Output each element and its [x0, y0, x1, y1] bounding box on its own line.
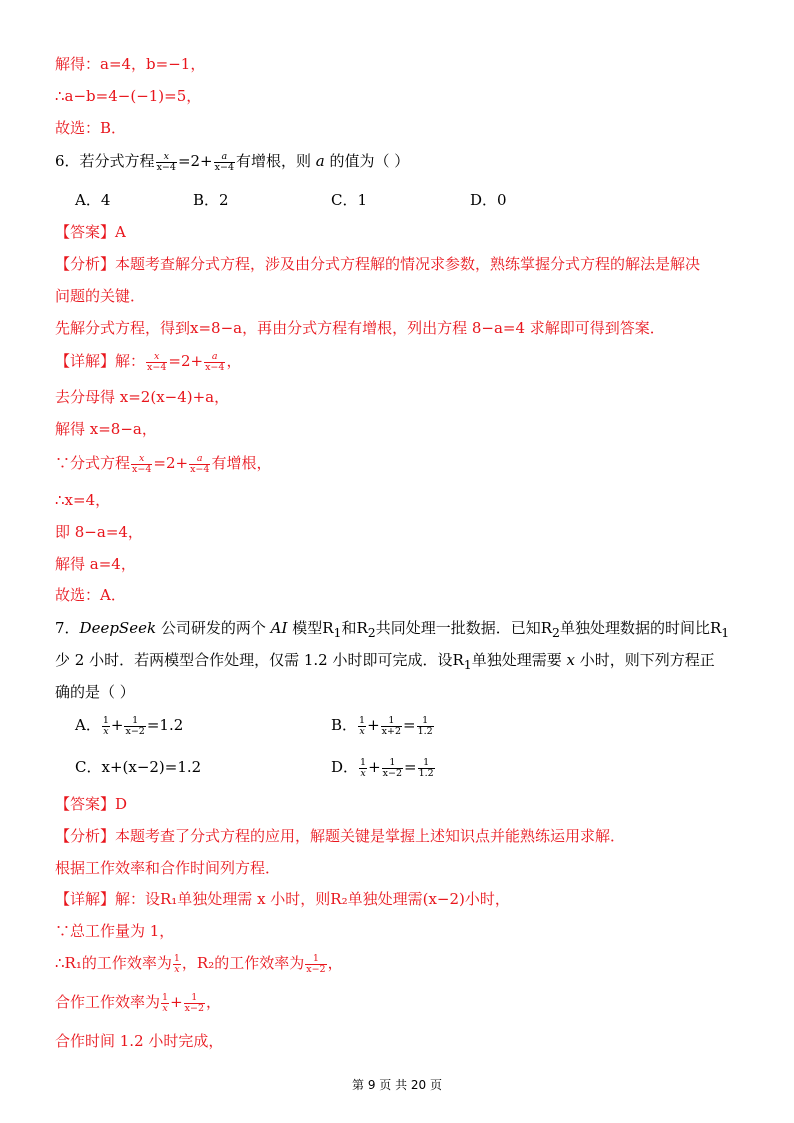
q6-step-5: 即 8−a=4， [55, 523, 143, 541]
prev-line-1: 解得：a=4，b=−1， [55, 55, 206, 73]
q6-step-7: 故选：A． [55, 586, 126, 604]
q7-stem-3: 确的是（ ） [55, 683, 135, 701]
q6-analysis-2: 问题的关键． [55, 287, 146, 305]
q6-option-d: D．0 [470, 191, 507, 209]
q6-analysis-3: 先解分式方程，得到x=8−a，再由分式方程有增根，列出方程 8−a=4 求解即可得到答案． [55, 319, 665, 337]
q6-analysis-1: 【分析】本题考查解分式方程，涉及由分式方程解的情况求参数，熟练掌握分式方程的解法是解决 [55, 255, 701, 273]
q7-option-b: B． $\frac{1}{x}$ + $\frac{1}{x+2}$ = $\frac{1}{1.2}$ [331, 714, 433, 737]
q7-option-d: D． $\frac{1}{x}$ + $\frac{1}{x-2}$ = $\frac{1}{1.2}$ [331, 756, 434, 779]
q6-option-a: A．4 [75, 191, 111, 209]
prev-line-3: 故选：B． [55, 119, 127, 137]
q7-step-3: 合作工作效率为 $\frac{1}{x}$ + $\frac{1}{x-2}$ ， [55, 991, 222, 1014]
q7-stem-2: 少 2 小时．若两模型合作处理，仅需 1.2 小时即可完成．设$R_1$单独处理需要 x 小时，则下列方程正 [55, 651, 715, 672]
q6-step-1: 去分母得 x=2(x−4)+a， [55, 388, 230, 406]
q7-option-a: A． $\frac{1}{x}$ + $\frac{1}{x-2}$ =1.2 [75, 714, 184, 737]
q7-step-2: ∴R₁的工作效率为 $\frac{1}{x}$ ，R₂的工作效率为 $\frac{1}{x-2}$ ， [55, 952, 343, 975]
q7-step-4: 合作时间 1.2 小时完成， [55, 1032, 224, 1050]
q7-detail: 【详解】解：设R₁单独处理需 x 小时，则R₂单独处理需(x−2)小时， [55, 890, 510, 908]
q6-stem: 6．若分式方程 $\frac{x}{x-4}$ =2+ $\frac{a}{x-4}$ 有增根，则 a 的值为（ ） [55, 150, 410, 173]
q6-step-2: 解得 x=8−a， [55, 420, 157, 438]
prev-line-2: ∴a−b=4−(−1)=5， [55, 87, 202, 105]
q7-stem-1: 7．DeepSeek 公司研发的两个 AI 模型$R_1$和$R_2$共同处理一批数据．已知$R_2$单独处理数据的时间比$R_1$ [55, 619, 730, 640]
q7-analysis-2: 根据工作效率和合作时间列方程． [55, 859, 281, 877]
q7-analysis-1: 【分析】本题考查了分式方程的应用，解题关键是掌握上述知识点并能熟练运用求解． [55, 827, 626, 845]
q6-detail: 【详解】解： $\frac{x}{x-4}$ =2+ $\frac{a}{x-4}$ ， [55, 350, 242, 373]
q6-step-6: 解得 a=4， [55, 555, 136, 573]
q6-option-c: C．1 [331, 191, 368, 209]
q6-answer: 【答案】A [55, 223, 126, 241]
q6-step-4: ∴x=4， [55, 491, 111, 509]
q7-answer: 【答案】D [55, 795, 128, 813]
q7-step-1: ∵总工作量为 1， [55, 922, 175, 940]
q6-step-3: ∵分式方程 $\frac{x}{x-4}$ =2+ $\frac{a}{x-4}$ 有增根， [55, 452, 272, 475]
q7-option-c: C．x+(x−2)=1.2 [75, 758, 202, 776]
page-footer: 第 9 页 共 20 页 [352, 1078, 442, 1092]
q6-option-b: B．2 [193, 191, 229, 209]
